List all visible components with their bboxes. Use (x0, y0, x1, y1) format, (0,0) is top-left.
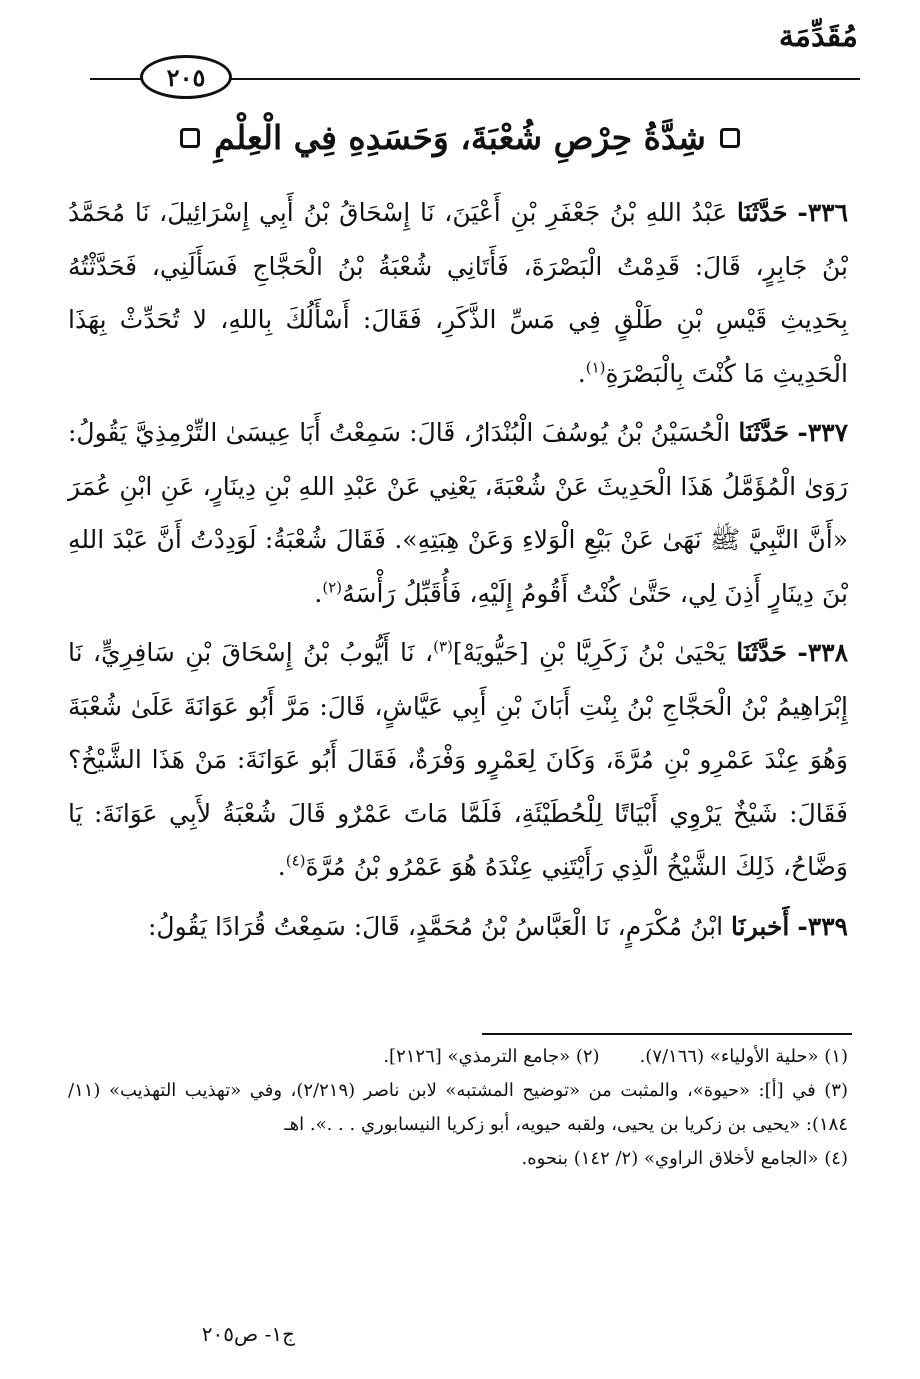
footnote-rule (482, 1033, 852, 1035)
footnote-4: (٤) «الجامع لأخلاق الراوي» (٢/ ١٤٢) بنحوه. (521, 1148, 848, 1169)
entry-end: . (577, 358, 586, 388)
footnote-ref[interactable]: (٢) (322, 578, 343, 597)
volume-page-ref: ج١- ص٢٠٥ (201, 1322, 295, 1346)
entry-lead: أَخبرنَا (731, 911, 790, 941)
entry-339 (68, 900, 848, 954)
entry-end: . (314, 578, 323, 608)
entry-number: ٣٣٨- (797, 638, 849, 667)
entry-text: الْحُسَيْنُ بْنُ يُوسُفَ الْبُنْدَارُ، قَالَ: سَمِعْتُ أَبَا عِيسَىٰ التِّرْمِذِيَّ يَقُولُ: رَوَىٰ الْمُؤَمَّلُ هَذَا الْحَدِيثَ عَنْ شُعْبَةَ، يَعْنِي عَنْ عَبْدِ اللهِ بْنِ دِينَارٍ، عَنِ ابْنِ عُمَرَ «أَنَّ النَّبِيَّ ﷺ نَهَىٰ عَنْ بَيْعِ الْوَلاءِ وَعَنْ هِبَتِهِ». فَقَالَ شُعْبَةُ: لَوَدِدْتُ أَنَّ عَبْدَ اللهِ بْنَ دِينَارٍ أَذِنَ لِي، حَتَّىٰ كُنْتُ أَقُومُ إِلَيْهِ، فَأُقَبِّلُ رَأْسَهُ (68, 418, 848, 608)
footnote-3: (٣) في [أ]: «حيوة»، والمثبت من «توضيح المشتبه» لابن ناصر (٢/٢١٩)، وفي «تهذيب التهذيب» (١١/ ١٨٤): «يحيى بن زكريا بن يحيى، ولقبه حيويه، أبو زكريا النيسابوري . . .». اهـ (68, 1080, 848, 1135)
entry-end: . (277, 852, 286, 881)
chapter-title: شِدَّةُ حِرْصِ شُعْبَةَ، وَحَسَدِهِ فِي الْعِلْمِ (214, 118, 706, 157)
footnote-row (68, 1040, 848, 1074)
footnote-ref[interactable]: (٤) (285, 851, 306, 870)
entry-number: ٣٣٦- (797, 198, 849, 227)
footnote-2: (٢) «جامع الترمذي» [٢١٢٦]. (383, 1046, 600, 1067)
square-bullet-icon (720, 128, 740, 148)
square-bullet-icon (180, 128, 200, 148)
entry-336 (68, 186, 848, 400)
footnote-ref[interactable]: (٣) (433, 637, 453, 656)
entry-text: ابْنُ مُكْرَمٍ، نَا الْعَبَّاسُ بْنُ مُحَمَّدٍ، قَالَ: سَمِعْتُ قُرَادًا يَقُولُ: (148, 911, 724, 941)
footnotes (68, 1040, 848, 1176)
body-text (68, 186, 848, 959)
footnote-ref[interactable]: (١) (585, 358, 606, 377)
entry-number: ٣٣٩- (797, 911, 848, 941)
entry-number: ٣٣٧- (797, 418, 849, 447)
page-number: ٢٠٥ (140, 55, 232, 99)
entry-text: يَحْيَىٰ بْنُ زَكَرِيَّا بْنِ [حَيُّويَهْ] (452, 638, 726, 667)
footnote-1: (١) «حلية الأولياء» (٧/١٦٦). (639, 1046, 848, 1067)
entry-text-cont: ، نَا أَيُّوبُ بْنُ إِسْحَاقَ بْنِ سَافِرِيٍّ، نَا إِبْرَاهِيمُ بْنُ الْحَجَّاجِ بْنُ بِنْتِ أَبَانَ بْنِ أَبِي عَيَّاشٍ، قَالَ: مَرَّ أَبُو عَوَانَةَ عَلَىٰ شُعْبَةَ وَهُوَ عِنْدَ عَمْرِو بْنِ مُرَّةَ، وَكَانَ لِعَمْرٍو وَفْرَةٌ، فَقَالَ أَبُو عَوَانَةَ: مَنْ هَذَا الشَّيْخُ؟ فَقَالَ: شَيْخٌ يَرْوِي أَبْيَاتًا لِلْحُطَيْئَةِ، فَلَمَّا مَاتَ عَمْرٌو قَالَ شُعْبَةُ لأَبِي عَوَانَةَ: يَا وَضَّاحُ، ذَلِكَ الشَّيْخُ الَّذِي رَأَيْتَنِي عِنْدَهُ هُوَ عَمْرُو بْنُ مُرَّةَ (68, 638, 848, 881)
entry-338 (68, 626, 848, 894)
chapter-heading (80, 118, 840, 157)
entry-337 (68, 406, 848, 620)
entry-lead: حَدَّثَنَا (738, 418, 790, 447)
running-title: مُقَدِّمَة (778, 19, 858, 54)
entry-text: عَبْدُ اللهِ بْنُ جَعْفَرِ بْنِ أَعْيَنَ، نَا إِسْحَاقُ بْنُ أَبِي إِسْرَائِيلَ، نَا مُحَمَّدُ بْنُ جَابِرٍ، قَالَ: قَدِمْتُ الْبَصْرَةَ، فَأَتَانِي شُعْبَةُ بْنُ الْحَجَّاجِ فَسَأَلَنِي، فَحَدَّثْتُهُ بِحَدِيثِ قَيْسِ بْنِ طَلْقٍ فِي مَسِّ الذَّكَرِ، فَقَالَ: أَسْأَلُكَ بِاللهِ، لا تُحَدِّثْ بِهَذَا الْحَدِيثِ مَا كُنْتَ بِالْبَصْرَةِ (68, 198, 848, 388)
entry-lead: حَدَّثَنَا (736, 198, 788, 227)
entry-lead: حَدَّثَنَا (736, 638, 787, 667)
